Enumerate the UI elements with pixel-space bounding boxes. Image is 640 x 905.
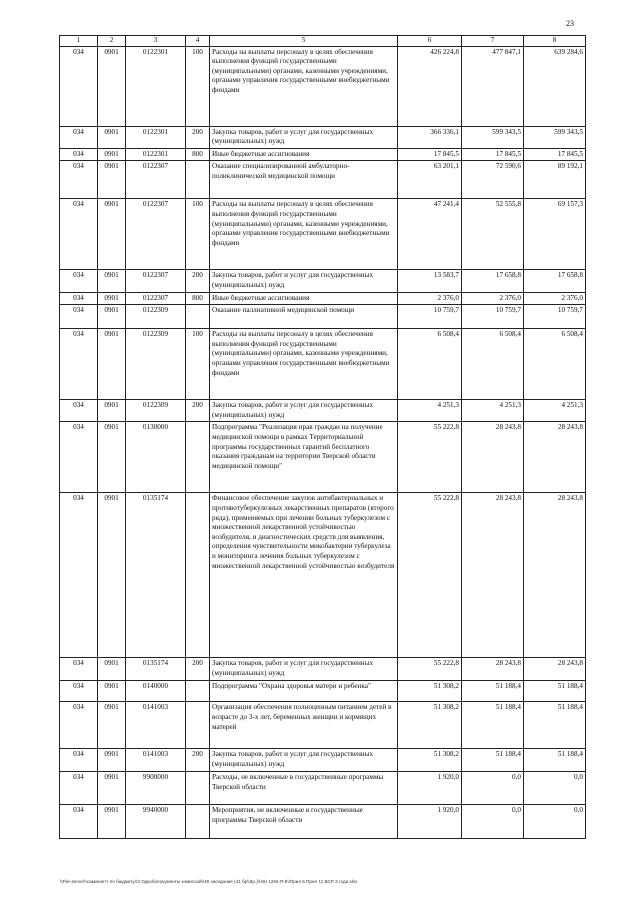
amount-col8-cell: 639 284,6	[524, 46, 586, 126]
section-code-cell: 0901	[98, 305, 126, 329]
amount-col8-cell: 69 157,3	[524, 199, 586, 270]
admin-code-cell: 034	[60, 305, 98, 329]
amount-col8-cell: 51 188,4	[524, 702, 586, 749]
table-row	[60, 270, 586, 292]
description-cell: Иные бюджетные ассигнования	[210, 148, 398, 161]
admin-code-cell: 034	[60, 658, 98, 681]
admin-code-cell: 034	[60, 329, 98, 400]
table-body	[60, 46, 586, 839]
expense-type-cell	[186, 305, 210, 329]
expense-type-cell	[186, 422, 210, 493]
expense-type-cell: 100	[186, 46, 210, 126]
amount-col6-cell: 55 222,8	[398, 658, 462, 681]
description-cell: Подпрограмма "Охрана здоровья матери и ребенка"	[210, 681, 398, 702]
amount-col7-cell: 51 188,4	[462, 681, 524, 702]
header-cell: 3	[126, 36, 186, 47]
amount-col6-cell: 1 920,0	[398, 772, 462, 805]
table-row	[60, 493, 586, 658]
table-row	[60, 400, 586, 422]
table-row	[60, 46, 586, 126]
amount-col7-cell: 4 251,3	[462, 400, 524, 422]
section-code-cell: 0901	[98, 292, 126, 305]
amount-col8-cell: 89 192,1	[524, 161, 586, 199]
amount-col8-cell: 4 251,3	[524, 400, 586, 422]
amount-col8-cell: 10 759,7	[524, 305, 586, 329]
admin-code-cell: 034	[60, 422, 98, 493]
description-cell: Оказание паллиативной медицинской помощи	[210, 305, 398, 329]
amount-col8-cell: 28 243,8	[524, 422, 586, 493]
description-cell: Иные бюджетные ассигнования	[210, 292, 398, 305]
amount-col6-cell: 51 308,2	[398, 749, 462, 772]
description-cell: Закупка товаров, работ и услуг для государственных (муниципальных) нужд	[210, 400, 398, 422]
section-code-cell: 0901	[98, 46, 126, 126]
admin-code-cell: 034	[60, 126, 98, 148]
amount-col6-cell: 17 845,5	[398, 148, 462, 161]
table-row	[60, 199, 586, 270]
section-code-cell: 0901	[98, 658, 126, 681]
amount-col7-cell: 72 590,6	[462, 161, 524, 199]
amount-col7-cell: 28 243,8	[462, 422, 524, 493]
section-code-cell: 0901	[98, 161, 126, 199]
section-code-cell: 0901	[98, 493, 126, 658]
target-article-cell: 0122307	[126, 292, 186, 305]
admin-code-cell: 034	[60, 749, 98, 772]
expense-type-cell: 100	[186, 329, 210, 400]
amount-col8-cell: 17 658,8	[524, 270, 586, 292]
target-article-cell: 0122301	[126, 46, 186, 126]
amount-col6-cell: 55 222,8	[398, 422, 462, 493]
amount-col8-cell: 28 243,8	[524, 658, 586, 681]
amount-col6-cell: 2 376,0	[398, 292, 462, 305]
page-number: 23	[566, 19, 574, 28]
expense-type-cell: 200	[186, 749, 210, 772]
admin-code-cell: 034	[60, 702, 98, 749]
budget-table	[59, 35, 586, 839]
amount-col7-cell: 51 188,4	[462, 702, 524, 749]
admin-code-cell: 034	[60, 199, 98, 270]
amount-col8-cell: 51 188,4	[524, 749, 586, 772]
expense-type-cell: 800	[186, 148, 210, 161]
description-cell: Организация обеспечения полноценным питанием детей в возрасте до 3-х лет, беременных женщин и кормящих матерей	[210, 702, 398, 749]
section-code-cell: 0901	[98, 199, 126, 270]
target-article-cell: 0135174	[126, 493, 186, 658]
section-code-cell: 0901	[98, 329, 126, 400]
amount-col8-cell: 599 343,5	[524, 126, 586, 148]
expense-type-cell	[186, 805, 210, 839]
amount-col6-cell: 4 251,3	[398, 400, 462, 422]
expense-type-cell: 800	[186, 292, 210, 305]
table-row	[60, 305, 586, 329]
admin-code-cell: 034	[60, 772, 98, 805]
target-article-cell: 0122307	[126, 270, 186, 292]
section-code-cell: 0901	[98, 400, 126, 422]
admin-code-cell: 034	[60, 805, 98, 839]
table-header-row	[60, 36, 586, 47]
target-article-cell: 0122309	[126, 305, 186, 329]
target-article-cell: 0141003	[126, 702, 186, 749]
section-code-cell: 0901	[98, 772, 126, 805]
target-article-cell: 9900000	[126, 772, 186, 805]
section-code-cell: 0901	[98, 681, 126, 702]
target-article-cell: 0122307	[126, 161, 186, 199]
target-article-cell: 0122309	[126, 329, 186, 400]
amount-col8-cell: 28 243,8	[524, 493, 586, 658]
table-row	[60, 702, 586, 749]
expense-type-cell	[186, 681, 210, 702]
description-cell: Расходы на выплаты персоналу в целях обеспечения выполнения функций государственными (муниципальными) органами, казенными учреждениями, органами управления государственными внебюджетными фондами	[210, 199, 398, 270]
description-cell: Оказание специализированной амбулаторно-поликлинической медицинской помощи	[210, 161, 398, 199]
admin-code-cell: 034	[60, 148, 98, 161]
header-cell: 2	[98, 36, 126, 47]
amount-col8-cell: 0,0	[524, 805, 586, 839]
amount-col7-cell: 0,0	[462, 772, 524, 805]
admin-code-cell: 034	[60, 270, 98, 292]
amount-col8-cell: 0,0	[524, 772, 586, 805]
table-row	[60, 329, 586, 400]
amount-col6-cell: 51 308,2	[398, 702, 462, 749]
amount-col6-cell: 10 759,7	[398, 305, 462, 329]
expense-type-cell	[186, 772, 210, 805]
amount-col6-cell: 47 241,4	[398, 199, 462, 270]
table-row	[60, 422, 586, 493]
expense-type-cell: 100	[186, 199, 210, 270]
table-row	[60, 772, 586, 805]
admin-code-cell: 034	[60, 46, 98, 126]
section-code-cell: 0901	[98, 126, 126, 148]
description-cell: Мероприятия, не включенные в государственные программы Тверской области	[210, 805, 398, 839]
expense-type-cell	[186, 702, 210, 749]
section-code-cell: 0901	[98, 148, 126, 161]
expense-type-cell	[186, 493, 210, 658]
amount-col6-cell: 51 308,2	[398, 681, 462, 702]
amount-col7-cell: 6 508,4	[462, 329, 524, 400]
expense-type-cell: 200	[186, 658, 210, 681]
expense-type-cell: 200	[186, 126, 210, 148]
amount-col6-cell: 366 336,1	[398, 126, 462, 148]
amount-col7-cell: 28 243,8	[462, 493, 524, 658]
header-cell: 4	[186, 36, 210, 47]
table-row	[60, 749, 586, 772]
description-cell: Расходы, не включенные в государственные программы Тверской области	[210, 772, 398, 805]
table-row	[60, 292, 586, 305]
table-row	[60, 126, 586, 148]
file-path-footer: \\File-server\\сакмонетт по бюджету\\3 Одкоболокументы комиссий\\49 заседание (41 бр\\Кр.)\\49) 1292-П-5\\Прил 6 Прил 11 ВСР 3 года.xlsx	[60, 879, 358, 884]
amount-col7-cell: 2 376,0	[462, 292, 524, 305]
table-row	[60, 148, 586, 161]
admin-code-cell: 034	[60, 161, 98, 199]
amount-col6-cell: 55 222,8	[398, 493, 462, 658]
amount-col7-cell: 51 188,4	[462, 749, 524, 772]
table-row	[60, 805, 586, 839]
amount-col6-cell: 6 508,4	[398, 329, 462, 400]
target-article-cell: 0140000	[126, 681, 186, 702]
amount-col6-cell: 13 583,7	[398, 270, 462, 292]
target-article-cell: 0122309	[126, 400, 186, 422]
description-cell: Расходы на выплаты персоналу в целях обеспечения выполнения функций государственными (муниципальными) органами, казенными учреждениями, органами управления государственными внебюджетными фондами	[210, 46, 398, 126]
target-article-cell: 0135174	[126, 658, 186, 681]
amount-col8-cell: 17 845,5	[524, 148, 586, 161]
table-row	[60, 658, 586, 681]
amount-col8-cell: 51 188,4	[524, 681, 586, 702]
expense-type-cell: 200	[186, 270, 210, 292]
admin-code-cell: 034	[60, 681, 98, 702]
amount-col8-cell: 6 508,4	[524, 329, 586, 400]
target-article-cell: 0141003	[126, 749, 186, 772]
expense-type-cell: 200	[186, 400, 210, 422]
expense-type-cell	[186, 161, 210, 199]
table-row	[60, 681, 586, 702]
section-code-cell: 0901	[98, 702, 126, 749]
header-cell: 8	[524, 36, 586, 47]
admin-code-cell: 034	[60, 493, 98, 658]
amount-col7-cell: 17 658,8	[462, 270, 524, 292]
target-article-cell: 0122307	[126, 199, 186, 270]
amount-col7-cell: 28 243,8	[462, 658, 524, 681]
description-cell: Закупка товаров, работ и услуг для государственных (муниципальных) нужд	[210, 126, 398, 148]
amount-col7-cell: 599 343,5	[462, 126, 524, 148]
description-cell: Закупка товаров, работ и услуг для государственных (муниципальных) нужд	[210, 658, 398, 681]
amount-col7-cell: 477 847,1	[462, 46, 524, 126]
header-cell: 5	[210, 36, 398, 47]
target-article-cell: 0122301	[126, 126, 186, 148]
target-article-cell: 9940000	[126, 805, 186, 839]
description-cell: Закупка товаров, работ и услуг для государственных (муниципальных) нужд	[210, 749, 398, 772]
amount-col6-cell: 63 201,1	[398, 161, 462, 199]
header-cell: 7	[462, 36, 524, 47]
amount-col7-cell: 52 555,8	[462, 199, 524, 270]
amount-col7-cell: 17 845,5	[462, 148, 524, 161]
description-cell: Подпрограмма "Реализация прав граждан на получение медицинской помощи в рамках Территориальной программы государственных гарантий бесплатного оказания гражданам на территории Тверской области медицинской помощи"	[210, 422, 398, 493]
section-code-cell: 0901	[98, 270, 126, 292]
admin-code-cell: 034	[60, 292, 98, 305]
amount-col8-cell: 2 376,0	[524, 292, 586, 305]
amount-col6-cell: 426 224,8	[398, 46, 462, 126]
target-article-cell: 0122301	[126, 148, 186, 161]
section-code-cell: 0901	[98, 805, 126, 839]
admin-code-cell: 034	[60, 400, 98, 422]
description-cell: Закупка товаров, работ и услуг для государственных (муниципальных) нужд	[210, 270, 398, 292]
header-cell: 1	[60, 36, 98, 47]
target-article-cell: 0130000	[126, 422, 186, 493]
amount-col7-cell: 10 759,7	[462, 305, 524, 329]
section-code-cell: 0901	[98, 422, 126, 493]
table-row	[60, 161, 586, 199]
section-code-cell: 0901	[98, 749, 126, 772]
description-cell: Расходы на выплаты персоналу в целях обеспечения выполнения функций государственными (муниципальными) органами, казенными учреждениями, органами управления государственными внебюджетными фондами	[210, 329, 398, 400]
amount-col6-cell: 1 920,0	[398, 805, 462, 839]
amount-col7-cell: 0,0	[462, 805, 524, 839]
description-cell: Финансовое обеспечение закупок антибактериальных и противотуберкулезных лекарственных препаратов (второго ряда), применяемых при лечении больных туберкулезом с множественной лекарственной устойчивостью возбудителя, и диагностических средств для выявления, определения чувствительности микобактерии туберкулеза и мониторинга лечения больных туберкулезом с множественной лекарственной устойчивостью возбудителя	[210, 493, 398, 658]
header-cell: 6	[398, 36, 462, 47]
